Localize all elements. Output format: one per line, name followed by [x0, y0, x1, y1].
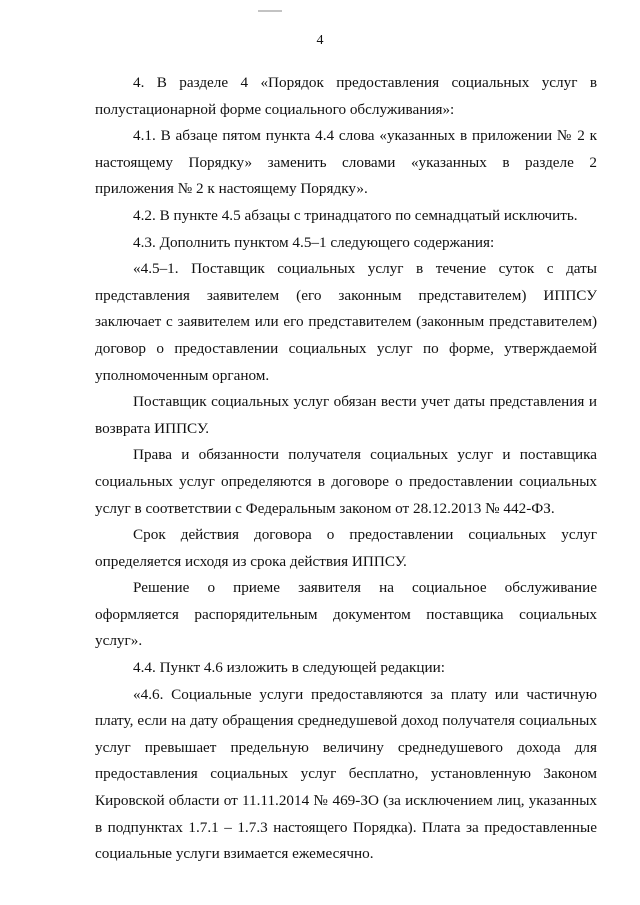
paragraph-rights-duties: Права и обязанности получателя социальных услуг и поставщика социальных услуг определяются в договоре о предоставлении социальных услуг в соответствии с Федеральным законом от 28.12.2013 № 442-ФЗ.	[95, 446, 597, 517]
paragraph-4-3: 4.3. Дополнить пунктом 4.5–1 следующего содержания:	[133, 233, 495, 251]
paragraph-section-4: 4. В разделе 4 «Порядок предоставления социальных услуг в полустационарной форме социального обслуживания»:	[95, 74, 597, 118]
paragraph-ippsu-record: Поставщик социальных услуг обязан вести учет даты представления и возврата ИППСУ.	[95, 393, 597, 437]
paragraph-4-5-1: «4.5–1. Поставщик социальных услуг в течение суток с даты представления заявителем (его законным представителем) ИППСУ заключает с заявителем или его представителем (законным представителем) договор о предоставлении социальных услуг по форме, утверждаемой уполномоченным органом.	[95, 260, 597, 384]
page-number: 4	[316, 33, 324, 48]
paragraph-4-4: 4.4. Пункт 4.6 изложить в следующей редакции:	[133, 659, 446, 677]
paragraph-4-1: 4.1. В абзаце пятом пункта 4.4 слова «указанных в приложении № 2 к настоящему Порядку» заменить словами «указанных в разделе 2 приложения № 2 к настоящему Порядку».	[95, 127, 597, 198]
paragraph-admission-decision: Решение о приеме заявителя на социальное обслуживание оформляется распорядительным документом поставщика социальных услуг».	[95, 579, 597, 650]
document-body	[95, 70, 597, 868]
paragraph-4-6: «4.6. Социальные услуги предоставляются за плату или частичную плату, если на дату обращения среднедушевой доход получателя социальных услуг превышает предельную величину среднедушевого дохода для предоставления социальных услуг бесплатно, установленную Законом Кировской области от 11.11.2014 № 469-ЗО (за исключением лиц, указанных в подпунктах 1.7.1 – 1.7.3 настоящего Порядка). Плата за предоставленные социальные услуги взимается ежемесячно.	[95, 685, 597, 863]
paragraph-contract-term: Срок действия договора о предоставлении социальных услуг определяется исходя из срока действия ИППСУ.	[95, 526, 597, 570]
paragraph-4-2: 4.2. В пункте 4.5 абзацы с тринадцатого по семнадцатый исключить.	[133, 206, 578, 224]
scan-artifact	[258, 10, 282, 12]
